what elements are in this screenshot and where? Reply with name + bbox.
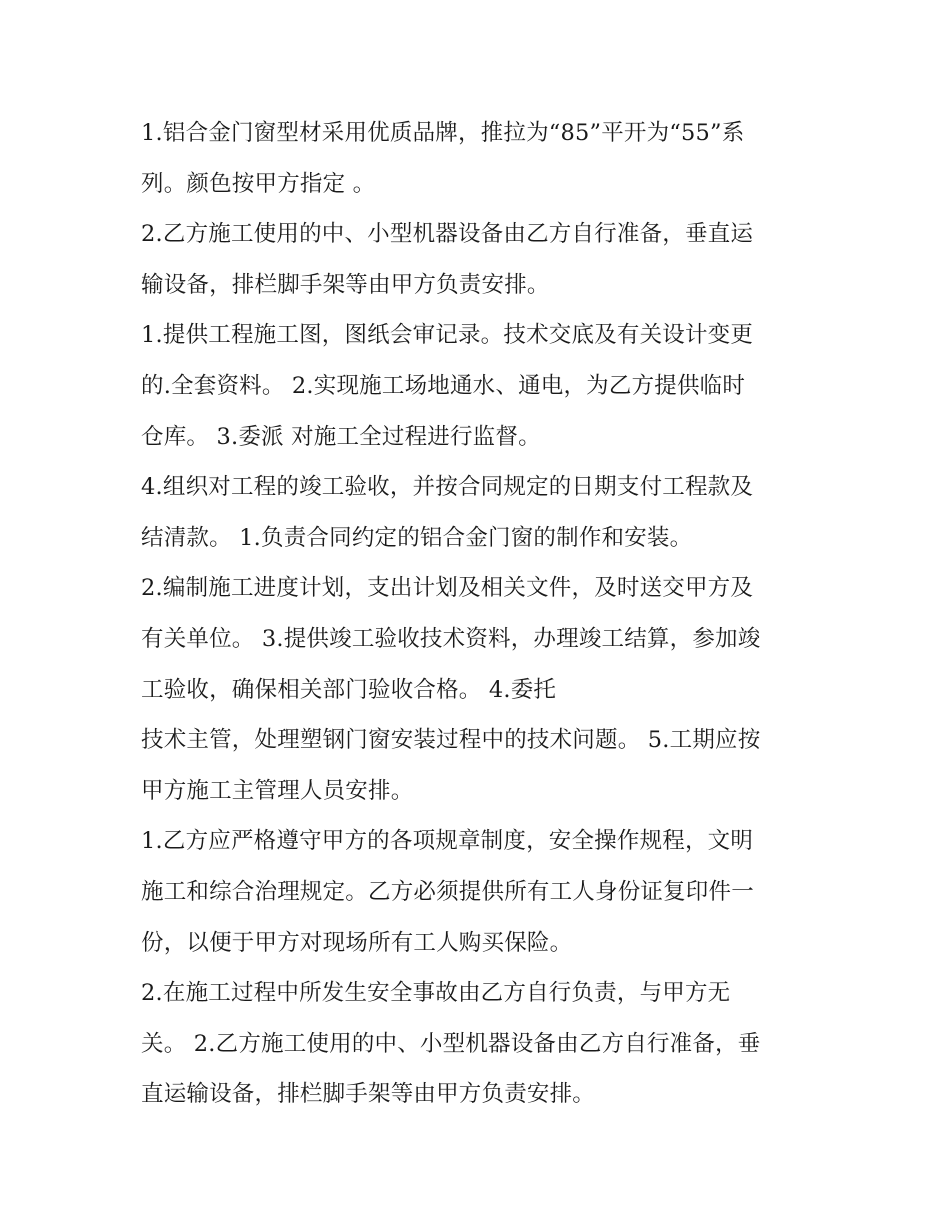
text-line: 结清款。 1.负责合同约定的铝合金门窗的制作和安装。 (141, 524, 693, 551)
text-line: 有关单位。 3.提供竣工验收技术资料，办理竣工结算，参加竣 (141, 625, 761, 652)
text-line: 直运输设备，排栏脚手架等由甲方负责安排。 (141, 1081, 596, 1108)
document-body (141, 108, 821, 1120)
text-line: 2.乙方施工使用的中、小型机器设备由乙方自行准备，垂直运 (141, 221, 754, 248)
text-line: 2.在施工过程中所发生安全事故由乙方自行负责，与甲方无 (141, 980, 731, 1007)
text-line: 工验收，确保相关部门验收合格。 4.委托 (141, 676, 557, 703)
text-line: 施工和综合治理规定。乙方必须提供所有工人身份证复印件一 (141, 878, 754, 905)
text-line: 的.全套资料。 2.实现施工场地通水、通电，为乙方提供临时 (141, 372, 746, 399)
text-line: 2.编制施工进度计划，支出计划及相关文件，及时送交甲方及 (141, 575, 754, 602)
text-line: 份，以便于甲方对现场所有工人购买保险。 (141, 929, 573, 956)
text-line: 仓库。 3.委派 对施工全过程进行监督。 (141, 423, 541, 450)
text-line: 1.铝合金门窗型材采用优质品牌，推拉为“85”平开为“55”系 (141, 120, 745, 146)
text-line: 输设备，排栏脚手架等由甲方负责安排。 (141, 271, 550, 298)
text-line: 关。 2.乙方施工使用的中、小型机器设备由乙方自行准备，垂 (141, 1030, 761, 1057)
text-line: 4.组织对工程的竣工验收，并按合同规定的日期支付工程款及 (141, 474, 754, 501)
text-line: 技术主管，处理塑钢门窗安装过程中的技术问题。 5.工期应按 (141, 727, 761, 754)
text-line: 列。颜色按甲方指定 。 (141, 170, 376, 197)
text-line: 1.乙方应严格遵守甲方的各项规章制度，安全操作规程，文明 (141, 828, 754, 855)
text-line: 1.提供工程施工图，图纸会审记录。技术交底及有关设计变更 (141, 322, 754, 349)
text-line: 甲方施工主管理人员安排。 (141, 777, 414, 804)
